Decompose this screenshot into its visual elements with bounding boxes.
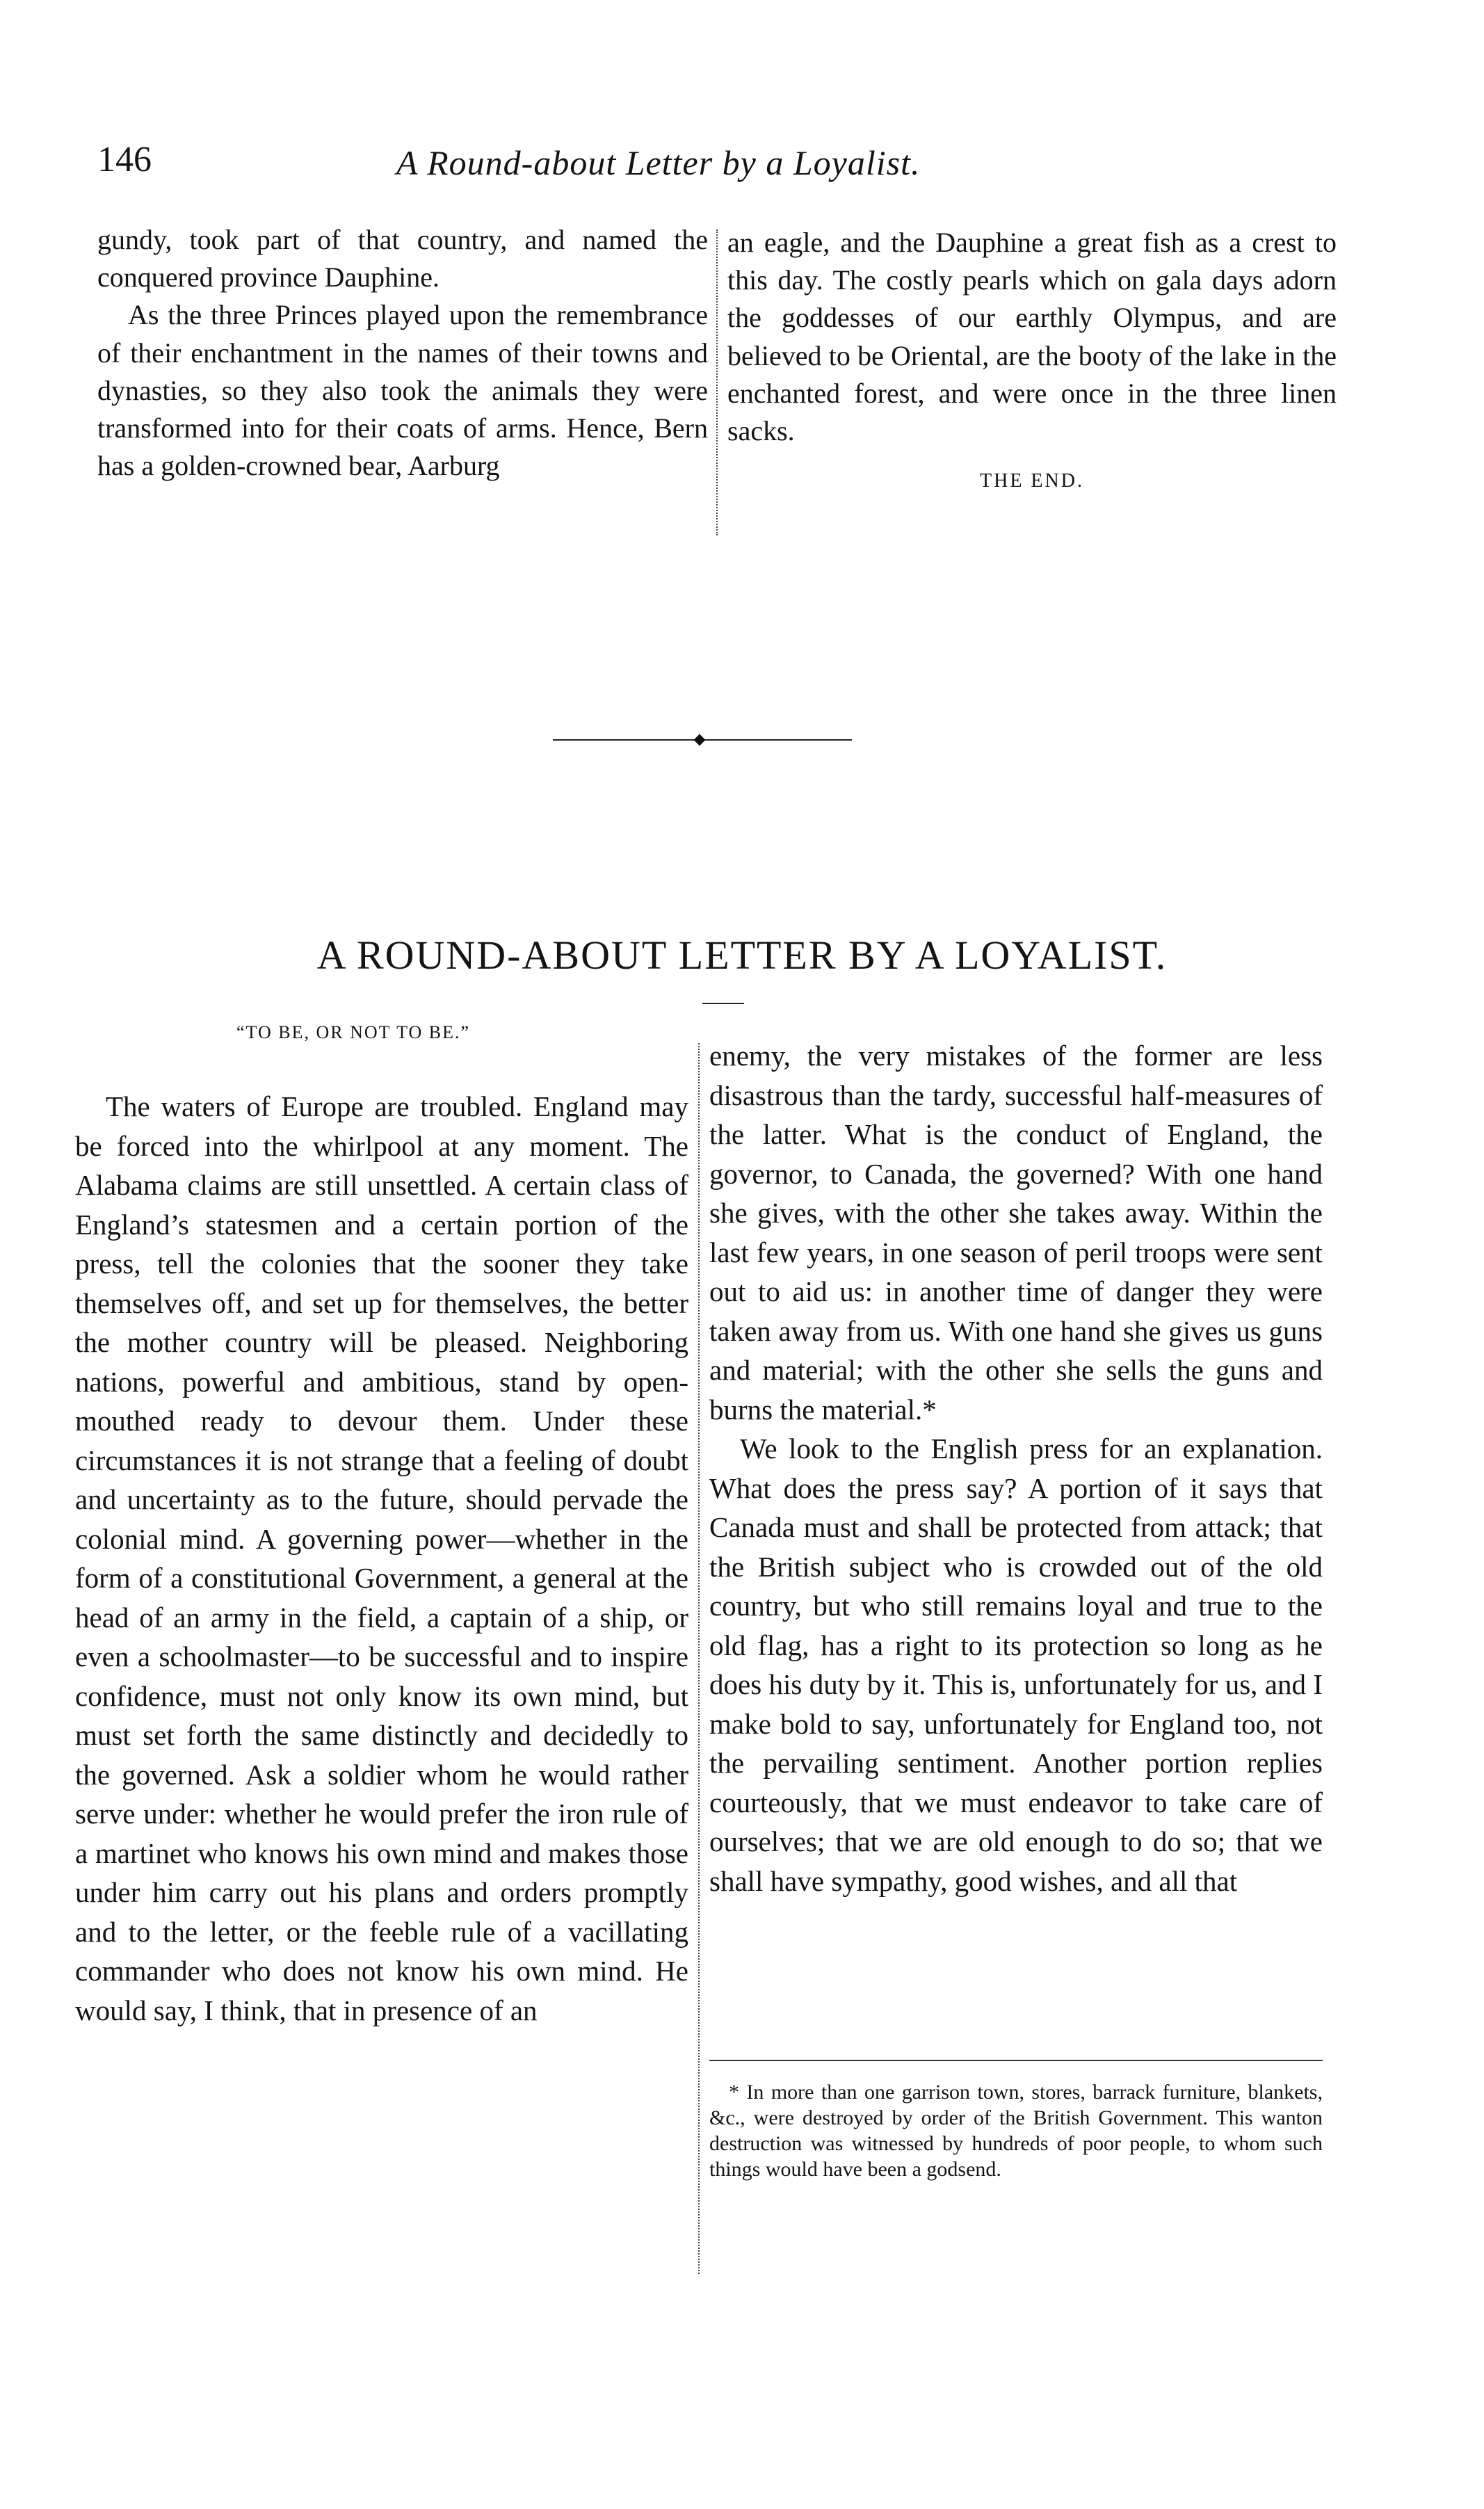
paragraph: an eagle, and the Dauphine a great fish as a crest to this day. The costly pearls which on gala days adorn the goddesses of our earthly Olympus, and are believed to be Oriental, are the booty of the lake in the enchanted forest, and were once in the three linen sacks. (727, 227, 1337, 447)
paragraph: The waters of Europe are troubled. England may be forced into the whirlpool at any moment. The Alabama claims are still unsettled. A certain class of England’s statesmen and a certain portion of the press, tell the colonies that the sooner they take themselves off, and set up for themselves, the better the mother country will be pleased. Neighboring nations, powerful and ambitious, stand by open-mouthed ready to devour them. Under these circumstances it is not strange that a feeling of doubt and uncertainty as to the future, should pervade the colonial mind. A governing power—whether in the form of a constitutional Government, a general at the head of an army in the field, a captain of a ship, or even a schoolmaster—to be successful and to inspire confidence, must not only know its own mind, but must set forth the same distinctly and decidedly to the governed. Ask a soldier whom he would rather serve under: whether he would prefer the iron rule of a martinet who knows his own mind and makes those under him carry out his plans and orders promptly and to the letter, or the feeble rule of a vacillating commander who does not know his own mind. He would say, I think, that in presence of an (75, 1090, 688, 2026)
the-end-mark: THE END. (980, 470, 1084, 492)
prev-article-right-column (727, 224, 1337, 500)
paragraph: enemy, the very mistakes of the former are less disastrous than the tardy, successful half-measures of the latter. What is the conduct of England, the governor, to Canada, the governed? With one hand she gives, with the other she takes away. Within the last few years, in one season of peril troops were sent out to aid us: in another time of danger they were taken away from us. With one hand she gives us guns and material; with the other she sells the guns and burns the material.* (709, 1040, 1323, 1426)
article-left-column (75, 1087, 688, 2030)
footnote-rule (709, 2060, 1323, 2061)
running-title: A Round-about Letter by a Loyalist. (396, 143, 921, 182)
paragraph: As the three Princes played upon the remembrance of their enchantment in the names of their towns and dynasties, so they also took the animals they were transformed into for their coats of arms. Hence, Bern has a golden-crowned bear, Aarburg (97, 299, 708, 482)
title-rule (702, 1003, 744, 1004)
epigraph: “TO BE, OR NOT TO BE.” (236, 1022, 471, 1042)
article-title: A ROUND-ABOUT LETTER BY A LOYALIST. (316, 933, 1168, 978)
article-right-column (709, 1036, 1323, 1901)
footnote: * In more than one garrison town, stores, barrack furniture, blankets, &c., were destroyed by order of the British Government. This wanton destruction was witnessed by hundreds of poor people, to whom such things would have been a godsend. (709, 2081, 1323, 2181)
section-ornament (553, 736, 852, 744)
column-divider (716, 229, 718, 535)
column-divider (698, 1043, 700, 2274)
prev-article-left-column (97, 221, 708, 485)
paragraph: We look to the English press for an explanation. What does the press say? A portion of it says that Canada must and shall be protected from attack; that the British subject who is crowded out of the old country, but who still remains loyal and true to the old flag, has a right to its protection so long as he does his duty by it. This is, unfortunately for us, and I make bold to say, unfortunately for England too, not the pervailing sentiment. Another portion replies courteously, that we must endeavor to take care of ourselves; that we are old enough to do so; that we shall have sympathy, good wishes, and all that (709, 1433, 1323, 1897)
page-number: 146 (97, 140, 152, 179)
paragraph: gundy, took part of that country, and named the conquered province Dauphine. (97, 224, 708, 293)
